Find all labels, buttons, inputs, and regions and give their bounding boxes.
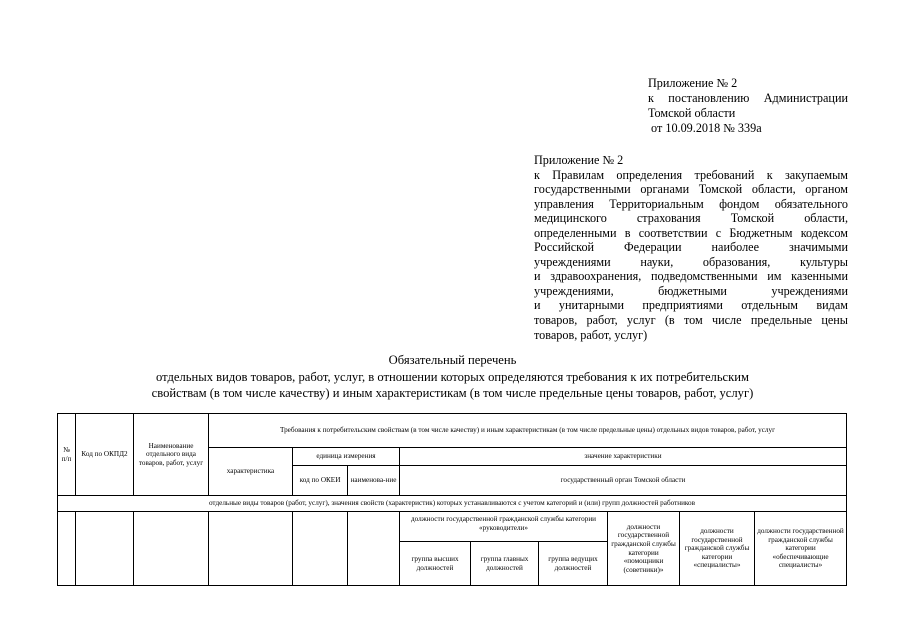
rules-line: товаров, работ, услуг) [534, 327, 648, 342]
rules-line: определенными в соответствии с Бюджетным кодексом [534, 225, 848, 240]
col-name-header: Наименование отдельного вида товаров, работ, услуг [134, 414, 209, 496]
characteristic-header: характеристика [209, 448, 293, 496]
unit-code-header: код по ОКЕИ [293, 466, 348, 496]
support-header: должности государственной гражданской службы категории «обеспечивающие специалисты» [755, 512, 847, 586]
empty-cell [76, 512, 134, 586]
col-okpd-header: Код по ОКПД2 [76, 414, 134, 496]
appendix-line: Приложение № 2 [648, 76, 738, 90]
rules-line: медицинского страхования Томской области, [534, 211, 848, 226]
rules-line: и здравоохранения, подведомственными им казенными [534, 269, 848, 284]
group-leading-header: группа ведущих должностей [539, 542, 608, 586]
rules-line: учреждениями, бюджетными учреждениями [534, 283, 848, 298]
group-highest-header: группа высших должностей [400, 542, 471, 586]
rules-line: Российской Федерации наиболее значимыми [534, 240, 848, 255]
helpers-header: должности государственной гражданской службы категории «помощники (советники)» [608, 512, 680, 586]
specialists-header: должности государственной гражданской службы категории «специалисты» [680, 512, 755, 586]
group-main-header: группа главных должностей [471, 542, 539, 586]
rules-line: учреждениями науки, образования, культуры [534, 254, 848, 269]
gov-body-header: государственный орган Томской области [400, 466, 847, 496]
document-subtitle: отдельных видов товаров, работ, услуг, в отношении которых определяются требования к их потребительским [156, 370, 749, 384]
requirements-header: Требования к потребительским свойствам (в том числе качеству) и иным характеристикам (в том числе предельные цены) отдельных видов товаров, работ, услуг [209, 414, 847, 448]
empty-cell [134, 512, 209, 586]
unit-name-header: наименова-ние [348, 466, 400, 496]
unit-header: единица измерения [293, 448, 400, 466]
rules-line: к Правилам определения требований к закупаемым [534, 167, 848, 182]
rules-appendix-title: Приложение № 2 [534, 153, 624, 167]
char-value-header: значение характеристики [400, 448, 847, 466]
document-subtitle: свойствам (в том числе качеству) и иным характеристикам (в том числе предельные цены товаров, работ, услуг) [151, 386, 754, 400]
rules-line: государственными органами Томской области, органом [534, 182, 848, 197]
rules-line: управления Территориальным фондом обязательного [534, 196, 848, 211]
appendix-line: от 10.09.2018 № 339а [648, 121, 762, 135]
appendix-line: Томской области [648, 106, 736, 120]
document-title: Обязательный перечень [388, 353, 517, 367]
leaders-header: должности государственной гражданской службы категории «руководители» [400, 512, 608, 542]
section-row: отдельные виды товаров (работ, услуг), значения свойств (характеристик) которых устанавливаются с учетом категорий и (или) групп должностей работников [58, 496, 847, 512]
appendix-line: к постановлению Администрации [648, 91, 848, 105]
requirements-table [57, 413, 847, 586]
col-num-header: № п/п [58, 414, 76, 496]
rules-appendix-block [534, 153, 848, 342]
appendix-block [648, 76, 848, 136]
rules-line: и унитарными предприятиями отдельным видам [534, 298, 848, 313]
empty-cell [58, 512, 76, 586]
rules-line: товаров, работ, услуг (в том числе предельные цены [534, 313, 848, 328]
empty-cell [348, 512, 400, 586]
empty-cell [209, 512, 293, 586]
empty-cell [293, 512, 348, 586]
